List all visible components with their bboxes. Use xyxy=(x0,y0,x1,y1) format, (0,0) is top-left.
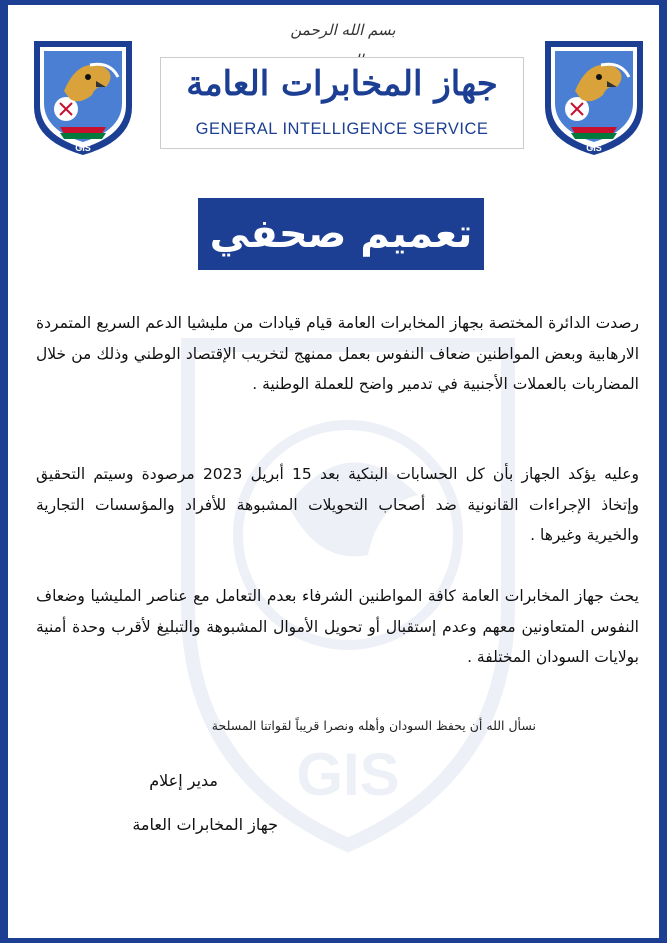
organization-name-arabic: جهاز المخابرات العامة xyxy=(186,64,498,104)
press-release-heading: تعميم صحفي xyxy=(209,211,473,257)
organization-title-box xyxy=(160,57,524,149)
emblem-label: GIS xyxy=(586,143,602,153)
body-paragraph-1: رصدت الدائرة المختصة بجهاز المخابرات العامة قيام قيادات من مليشيا الدعم السريع المتمردة الارهابية وبعض المواطنين ضعاف النفوس بعمل ممنهج لتخريب الإقتصاد الوطني وذلك من خلال المضاربات بالعملات الأجنبية في تدمير واضح للعملة الوطنية . xyxy=(36,314,639,393)
closing-prayer: نسأل الله أن يحفظ السودان وأهله ونصرا قريباً لقواتنا المسلحة xyxy=(211,718,536,733)
svg-text:GIS: GIS xyxy=(296,741,400,808)
body-paragraph-2: وعليه يؤكد الجهاز بأن كل الحسابات البنكية بعد 15 أبريل 2023 مرصودة وسيتم التحقيق وإتخاذ الإجراءات القانونية ضد أصحاب التحويلات المشبوهة للأفراد والمؤسسات التجارية والخيرية وغيرها . xyxy=(36,465,639,544)
signature-organization: جهاز المخابرات العامة xyxy=(132,815,278,834)
press-release-banner xyxy=(198,198,484,270)
basmala: بسم الله الرحمن xyxy=(290,21,396,39)
emblem-label: GIS xyxy=(75,143,91,153)
gis-emblem-right xyxy=(541,37,647,159)
body-paragraph-3: يحث جهاز المخابرات العامة كافة المواطنين الشرفاء بعدم التعامل مع عناصر المليشيا وضعاف النفوس المتعاونين معهم وعدم إستقبال أو تحويل الأموال المشبوهة والتبليغ لأقرب وحدة أمنية بولايات السودان المختلفة . xyxy=(36,587,639,666)
gis-emblem-left xyxy=(30,37,136,159)
organization-name-english: GENERAL INTELLIGENCE SERVICE xyxy=(195,120,489,138)
signature-title: مدير إعلام xyxy=(149,771,218,790)
